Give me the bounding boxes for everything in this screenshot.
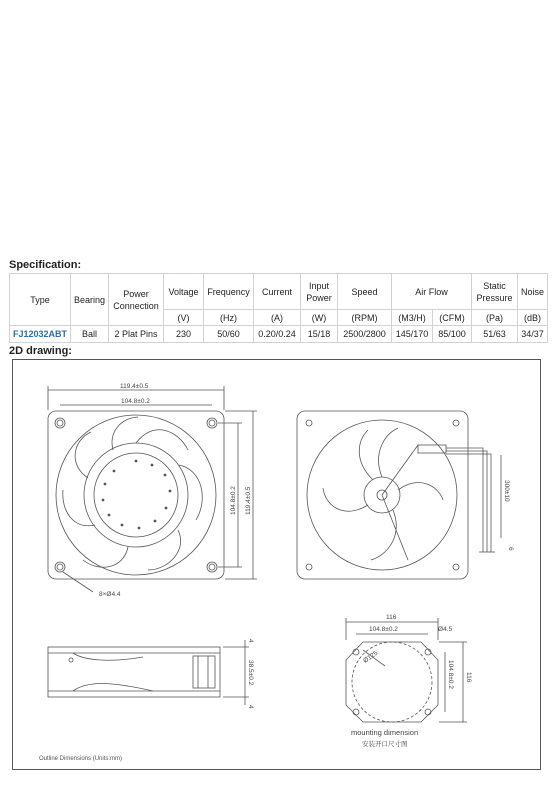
dim-mount-spacing: 104.8±0.2	[369, 626, 398, 633]
header-current: Current	[254, 274, 301, 310]
dim-lead-end: 6	[507, 547, 514, 551]
mount-label-en: mounting dimension	[351, 728, 419, 737]
specification-table	[9, 273, 548, 343]
table-row	[10, 326, 548, 343]
cell-static-pressure: 51/63	[472, 326, 518, 343]
unit-air-flow-m3h: (M3/H)	[392, 310, 433, 326]
header-frequency: Frequency	[204, 274, 254, 310]
header-input-power: Input Power	[301, 274, 338, 310]
dim-outer-width: 119.4±0.5	[120, 383, 149, 390]
cell-input-power: 15/18	[301, 326, 338, 343]
drawing-heading: 2D drawing:	[9, 345, 72, 357]
cell-frequency: 50/60	[204, 326, 254, 343]
cell-bearing: Ball	[71, 326, 109, 343]
side-view	[48, 640, 249, 705]
dim-mount-height-spacing: 104.8±0.2	[447, 660, 454, 689]
header-voltage: Voltage	[164, 274, 204, 310]
cell-voltage: 230	[164, 326, 204, 343]
dim-depth-top: 4	[247, 639, 254, 643]
header-power-connection: Power Connection	[109, 274, 164, 326]
unit-noise: (dB)	[518, 310, 548, 326]
cell-current: 0.20/0.24	[254, 326, 301, 343]
drawing-svg	[13, 360, 542, 771]
unit-air-flow-cfm: (CFM)	[433, 310, 472, 326]
dim-depth: 38.5±0.2	[247, 660, 254, 686]
mount-label-cn: 安装开口尺寸图	[362, 741, 408, 748]
unit-current: (A)	[254, 310, 301, 326]
header-bearing: Bearing	[71, 274, 109, 326]
fan-dimension-drawing	[12, 359, 541, 770]
cell-speed: 2500/2800	[338, 326, 392, 343]
header-static-pressure: Static Pressure	[472, 274, 518, 310]
back-view	[297, 411, 501, 579]
dim-mount-hole: Ø4.5	[438, 626, 453, 633]
header-type: Type	[10, 274, 71, 326]
header-noise: Noise	[518, 274, 548, 310]
dim-depth-bottom: 4	[247, 705, 254, 709]
dim-mount-height-outer: 116	[465, 672, 472, 683]
dim-mount-radius: Ø125	[362, 649, 380, 665]
header-speed: Speed	[338, 274, 392, 310]
dim-hole-spacing: 104.8±0.2	[121, 398, 150, 405]
dim-mount-outer: 116	[386, 614, 397, 621]
unit-speed: (RPM)	[338, 310, 392, 326]
cell-air-flow-cfm: 85/100	[433, 326, 472, 343]
front-view	[48, 386, 257, 592]
dim-height-hole: 104.8±0.2	[230, 486, 237, 515]
unit-voltage: (V)	[164, 310, 204, 326]
cell-power-connection: 2 Plat Pins	[109, 326, 164, 343]
specification-heading: Specification:	[9, 259, 82, 271]
header-air-flow: Air Flow	[392, 274, 472, 310]
unit-static-pressure: (Pa)	[472, 310, 518, 326]
dim-lead-length: 300±10	[503, 480, 510, 502]
cell-air-flow-m3h: 145/170	[392, 326, 433, 343]
outline-caption: Outline Dimensions (Units:mm)	[39, 756, 123, 762]
dim-holes: 8×Ø4.4	[99, 591, 121, 598]
cell-noise: 34/37	[518, 326, 548, 343]
unit-input-power: (W)	[301, 310, 338, 326]
cell-model[interactable]: FJ12032ABT	[10, 326, 71, 343]
unit-frequency: (Hz)	[204, 310, 254, 326]
dim-height-outer: 119.4±0.5	[245, 486, 252, 515]
